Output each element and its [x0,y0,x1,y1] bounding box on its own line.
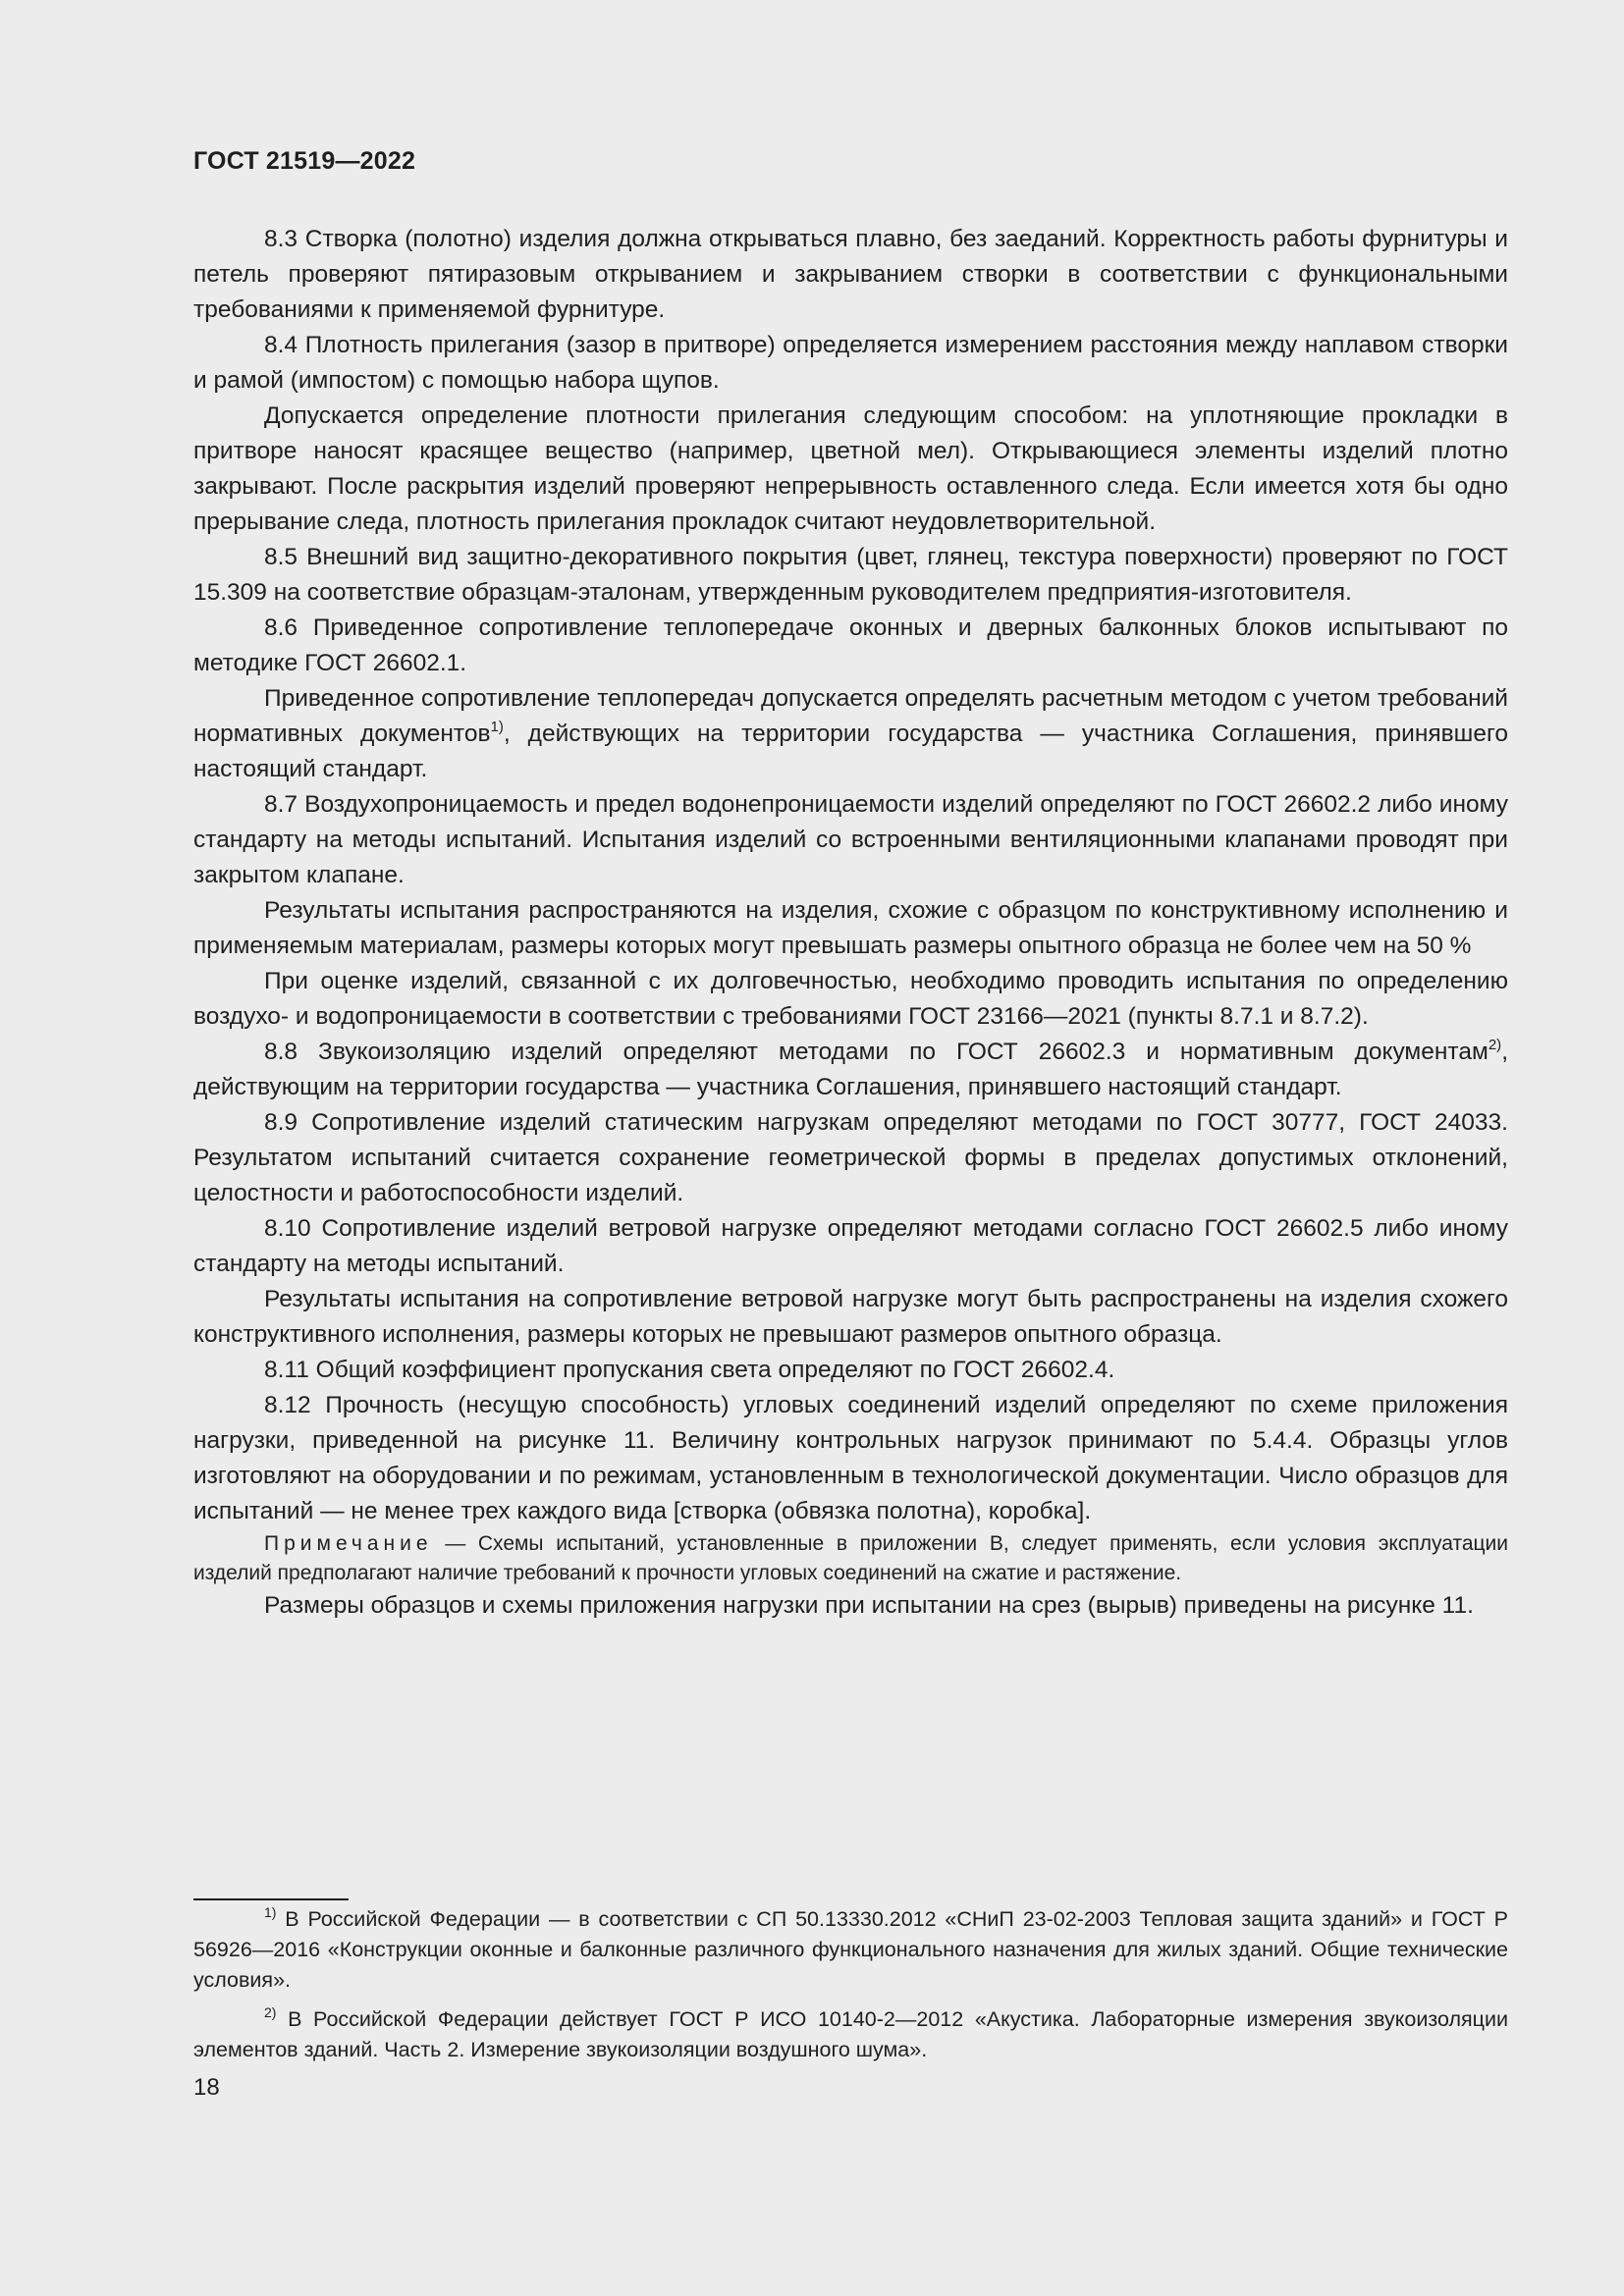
footnote-separator [193,1898,349,1900]
paragraph-8-4-method: Допускается определение плотности прилегания следующим способом: на уплотняющие прокладки в притворе наносят красящее вещество (например, цветной мел). Открывающиеся элементы изделий плотно закрывают. После раскрытия изделий проверяют непрерывность оставленного следа. Если имеется хотя бы одно прерывание следа, плотность прилегания прокладок считают неудовлетворительной. [193,402,1508,535]
paragraph-8-7: 8.7 Воздухопроницаемость и предел водонепроницаемости изделий определяют по ГОСТ 26602.2 либо иному стандарту на методы испытаний. Испытания изделий со встроенными вентиляционными клапанами проводят при закрытом клапане. [193,791,1508,888]
document-header: ГОСТ 21519—2022 [193,147,416,175]
footnote-mark-2: 2) [264,2004,277,2020]
footnote-ref-1: 1) [490,719,504,735]
note-text: — Схемы испытаний, установленные в приложении В, следует применять, если условия эксплуатации изделий предполагают наличие требований к прочности угловых соединений на сжатие и растяжение. [193,1532,1508,1584]
footnote-ref-2: 2) [1488,1037,1502,1053]
paragraph-sample-sizes: Размеры образцов и схемы приложения нагрузки при испытании на срез (вырыв) приведены на рисунке 11. [264,1592,1474,1619]
paragraph-8-8 [193,1035,1508,1105]
paragraph-text: Приведенное сопротивление теплопередач допускается определять расчетным методом с учетом требований нормативных документов [193,685,1508,747]
paragraph-8-7-durability: При оценке изделий, связанной с их долговечностью, необходимо проводить испытания по определению воздухо- и водопроницаемости в соответствии с требованиями ГОСТ 23166—2021 (пункты 8.7.1 и 8.7.2). [193,968,1508,1030]
paragraph-8-4: 8.4 Плотность прилегания (зазор в притворе) определяется измерением расстояния между наплавом створки и рамой (импостом) с помощью набора щупов. [193,332,1508,394]
paragraph-8-7-results: Результаты испытания распространяются на изделия, схожие с образцом по конструктивному исполнению и применяемым материалам, размеры которых могут превышать размеры опытного образца не более чем на 50 % [193,897,1508,959]
paragraph-text: 8.8 Звукоизоляцию изделий определяют методами по ГОСТ 26602.3 и нормативным документам [264,1039,1489,1065]
paragraph-8-9: 8.9 Сопротивление изделий статическим нагрузкам определяют методами по ГОСТ 30777, ГОСТ 24033. Результатом испытаний считается сохранение геометрической формы в пределах допустимых отклонений, целостности и работоспособности изделий. [193,1109,1508,1206]
main-text [193,222,1508,1624]
paragraph-8-3: 8.3 Створка (полотно) изделия должна открываться плавно, без заеданий. Корректность работы фурнитуры и петель проверяют пятиразовым открыванием и закрыванием створки в соответствии с функциональными требованиями к применяемой фурнитуре. [193,226,1508,323]
paragraph-text: , действующих на территории государства — участника Соглашения, принявшего настоящий стандарт. [193,721,1508,782]
footnotes [193,1904,1508,2074]
page-number: 18 [193,2074,220,2101]
footnote-mark-1: 1) [264,1904,277,1920]
paragraph-8-11: 8.11 Общий коэффициент пропускания света определяют по ГОСТ 26602.4. [264,1357,1115,1383]
paragraph-text: , действующим на территории государства — участника Соглашения, принявшего настоящий стандарт. [193,1039,1508,1100]
footnote-1 [193,1904,1508,1996]
paragraph-8-5: 8.5 Внешний вид защитно-декоративного покрытия (цвет, глянец, текстура поверхности) проверяют по ГОСТ 15.309 на соответствие образцам-эталонам, утвержденным руководителем предприятия-изготовителя. [193,544,1508,606]
note-label: Примечание [264,1532,433,1555]
paragraph-8-6-calc [193,681,1508,787]
paragraph-8-10: 8.10 Сопротивление изделий ветровой нагрузке определяют методами согласно ГОСТ 26602.5 либо иному стандарту на методы испытаний. [193,1215,1508,1277]
footnote-2 [193,2004,1508,2065]
footnote-text: В Российской Федерации — в соответствии с СП 50.13330.2012 «СНиП 23-02-2003 Тепловая защита зданий» и ГОСТ Р 56926—2016 «Конструкции оконные и балконные различного функционального назначения для жилых зданий. Общие технические условия». [193,1907,1508,1992]
paragraph-8-12: 8.12 Прочность (несущую способность) угловых соединений изделий определяют по схеме приложения нагрузки, приведенной на рисунке 11. Величину контрольных нагрузок принимают по 5.4.4. Образцы углов изготовляют на оборудовании и по режимам, установленным в технологической документации. Число образцов для испытаний — не менее трех каждого вида [створка (обвязка полотна), коробка]. [193,1392,1508,1524]
paragraph-8-10-results: Результаты испытания на сопротивление ветровой нагрузке могут быть распространены на изделия схожего конструктивного исполнения, размеры которых не превышают размеров опытного образца. [193,1286,1508,1348]
paragraph-8-6: 8.6 Приведенное сопротивление теплопередаче оконных и дверных балконных блоков испытывают по методике ГОСТ 26602.1. [193,614,1508,676]
footnote-text: В Российской Федерации действует ГОСТ Р ИСО 10140-2—2012 «Акустика. Лабораторные измерения звукоизоляции элементов зданий. Часть 2. Измерение звукоизоляции воздушного шума». [193,2007,1508,2061]
note [193,1529,1508,1588]
